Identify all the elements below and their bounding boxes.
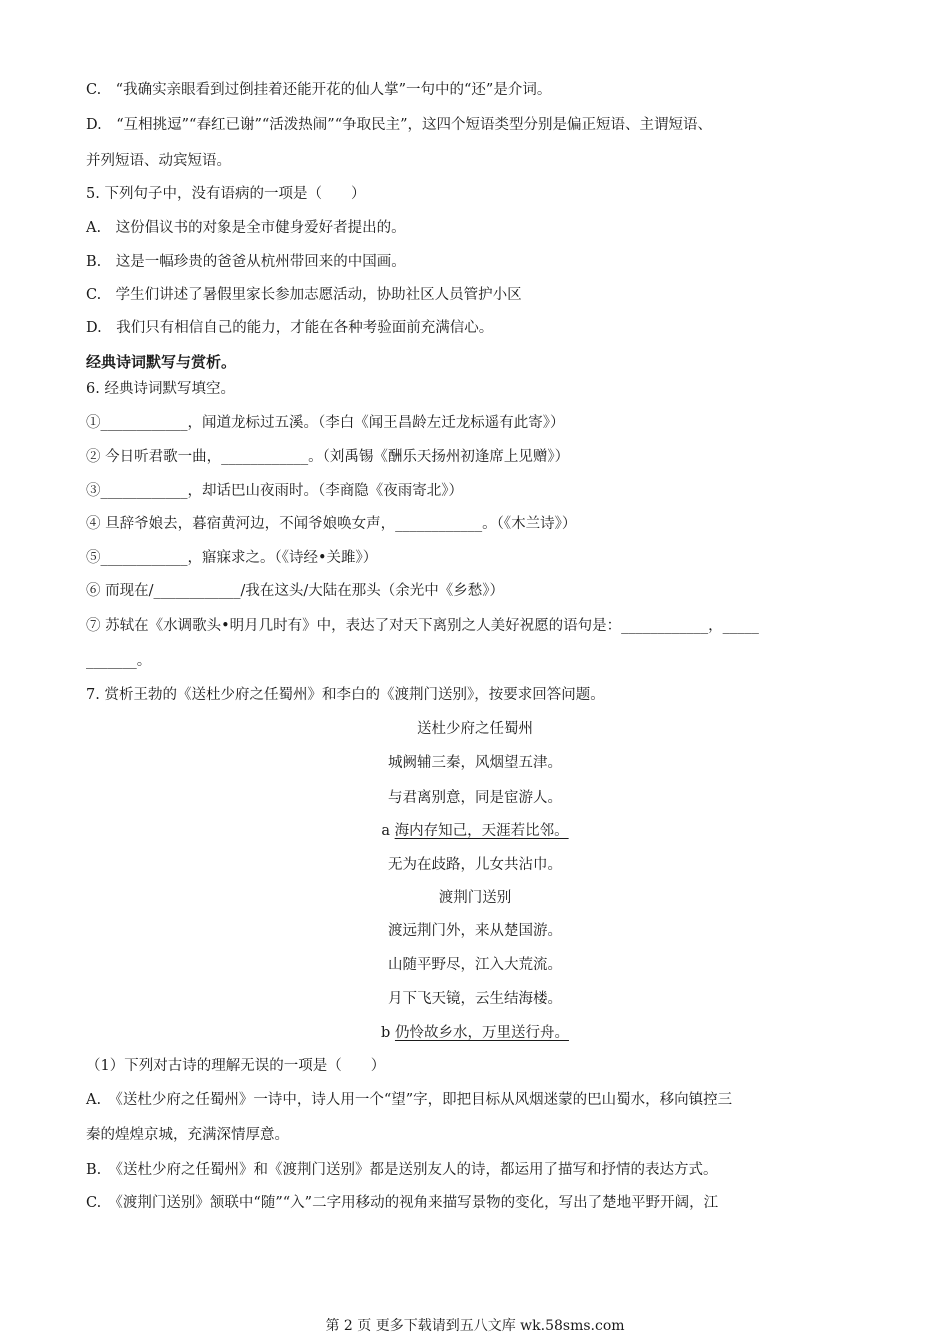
q6-item-2: ② 今日听君歌一曲，____________。（刘禹锡《酬乐天扬州初逢席上见赠》） xyxy=(86,449,570,465)
q6-item-6: ⑥ 而现在/____________/我在这头/大陆在那头（余光中《乡愁》） xyxy=(86,583,505,599)
q4-option-d-cont: 并列短语、动宾短语。 xyxy=(86,153,231,169)
poem1-line3-text: 海内存知己，天涯若比邻。 xyxy=(394,823,569,839)
q6-item-4: ④ 旦辞爷娘去，暮宿黄河边，不闻爷娘唤女声，____________。（《木兰诗》） xyxy=(86,516,577,532)
q7-sub1-option-a-cont: 秦的煌煌京城，充满深情厚意。 xyxy=(86,1127,289,1143)
q6-item-1: ①____________，闻道龙标过五溪。（李白《闻王昌龄左迁龙标遥有此寄》） xyxy=(86,415,565,431)
q6-item-3: ③____________，却话巴山夜雨时。（李商隐《夜雨寄北》） xyxy=(86,483,463,499)
q5-stem: 5. 下列句子中，没有语病的一项是（ ） xyxy=(86,186,366,202)
q6-stem: 6. 经典诗词默写填空。 xyxy=(86,381,235,397)
q5-option-d: D. 我们只有相信自己的能力，才能在各种考验面前充满信心。 xyxy=(86,320,494,336)
q6-item-5: ⑤____________，寤寐求之。（《诗经•关雎》） xyxy=(86,550,378,566)
q5-option-a: A. 这份倡议书的对象是全市健身爱好者提出的。 xyxy=(86,220,406,236)
poem2-line4 xyxy=(0,1023,950,1043)
poem2-line4-text: 仍怜故乡水，万里送行舟。 xyxy=(394,1025,569,1041)
q7-stem: 7. 赏析王勃的《送杜少府之任蜀州》和李白的《渡荆门送别》，按要求回答问题。 xyxy=(86,687,605,703)
poem1-line1: 城阙辅三秦，风烟望五津。 xyxy=(388,755,562,771)
poem1-line3 xyxy=(0,821,950,841)
poem1-title: 送杜少府之任蜀州 xyxy=(417,721,533,737)
poem2-title: 渡荆门送别 xyxy=(438,890,512,906)
poem1-line2: 与君离别意，同是宦游人。 xyxy=(388,790,562,806)
poem1-line4: 无为在歧路，儿女共沾巾。 xyxy=(388,857,562,873)
q7-sub1-option-a: A. 《送杜少府之任蜀州》一诗中，诗人用一个“望”字，即把目标从风烟迷蒙的巴山蜀水，移向镇控三 xyxy=(86,1092,733,1108)
poem2-line4-marker: b xyxy=(381,1025,395,1041)
q7-sub1-option-b: B. 《送杜少府之任蜀州》和《渡荆门送别》都是送别友人的诗，都运用了描写和抒情的表达方式。 xyxy=(86,1162,718,1178)
page-footer: 第 2 页 更多下载请到五八文库 wk.58sms.com xyxy=(325,1318,625,1334)
q4-option-c: C. “我确实亲眼看到过倒挂着还能开花的仙人掌”一句中的“还”是介词。 xyxy=(86,82,552,98)
q5-option-b: B. 这是一幅珍贵的爸爸从杭州带回来的中国画。 xyxy=(86,254,406,270)
q6-item-7: ⑦ 苏轼在《水调歌头•明月几时有》中，表达了对天下离别之人美好祝愿的语句是：____________，_____ xyxy=(86,618,759,634)
poem2-line2: 山随平野尽，江入大荒流。 xyxy=(388,957,562,973)
poem2-line1: 渡远荆门外，来从楚国游。 xyxy=(388,923,562,939)
q5-option-c: C. 学生们讲述了暑假里家长参加志愿活动，协助社区人员管护小区 xyxy=(86,287,522,303)
q4-option-d: D. “互相挑逗”“春红已谢”“活泼热闹”“争取民主”，这四个短语类型分别是偏正短语、主谓短语、 xyxy=(86,117,713,133)
poem1-line3-marker: a xyxy=(381,823,395,839)
q6-item-7-cont: _______。 xyxy=(86,653,152,669)
q7-sub1-stem: （1）下列对古诗的理解无误的一项是（ ） xyxy=(86,1058,386,1074)
q7-sub1-option-c: C. 《渡荆门送别》颔联中“随”“入”二字用移动的视角来描写景物的变化，写出了楚地平野开阔，江 xyxy=(86,1195,719,1211)
section-heading: 经典诗词默写与赏析。 xyxy=(86,353,237,371)
poem2-line3: 月下飞天镜，云生结海楼。 xyxy=(388,991,562,1007)
